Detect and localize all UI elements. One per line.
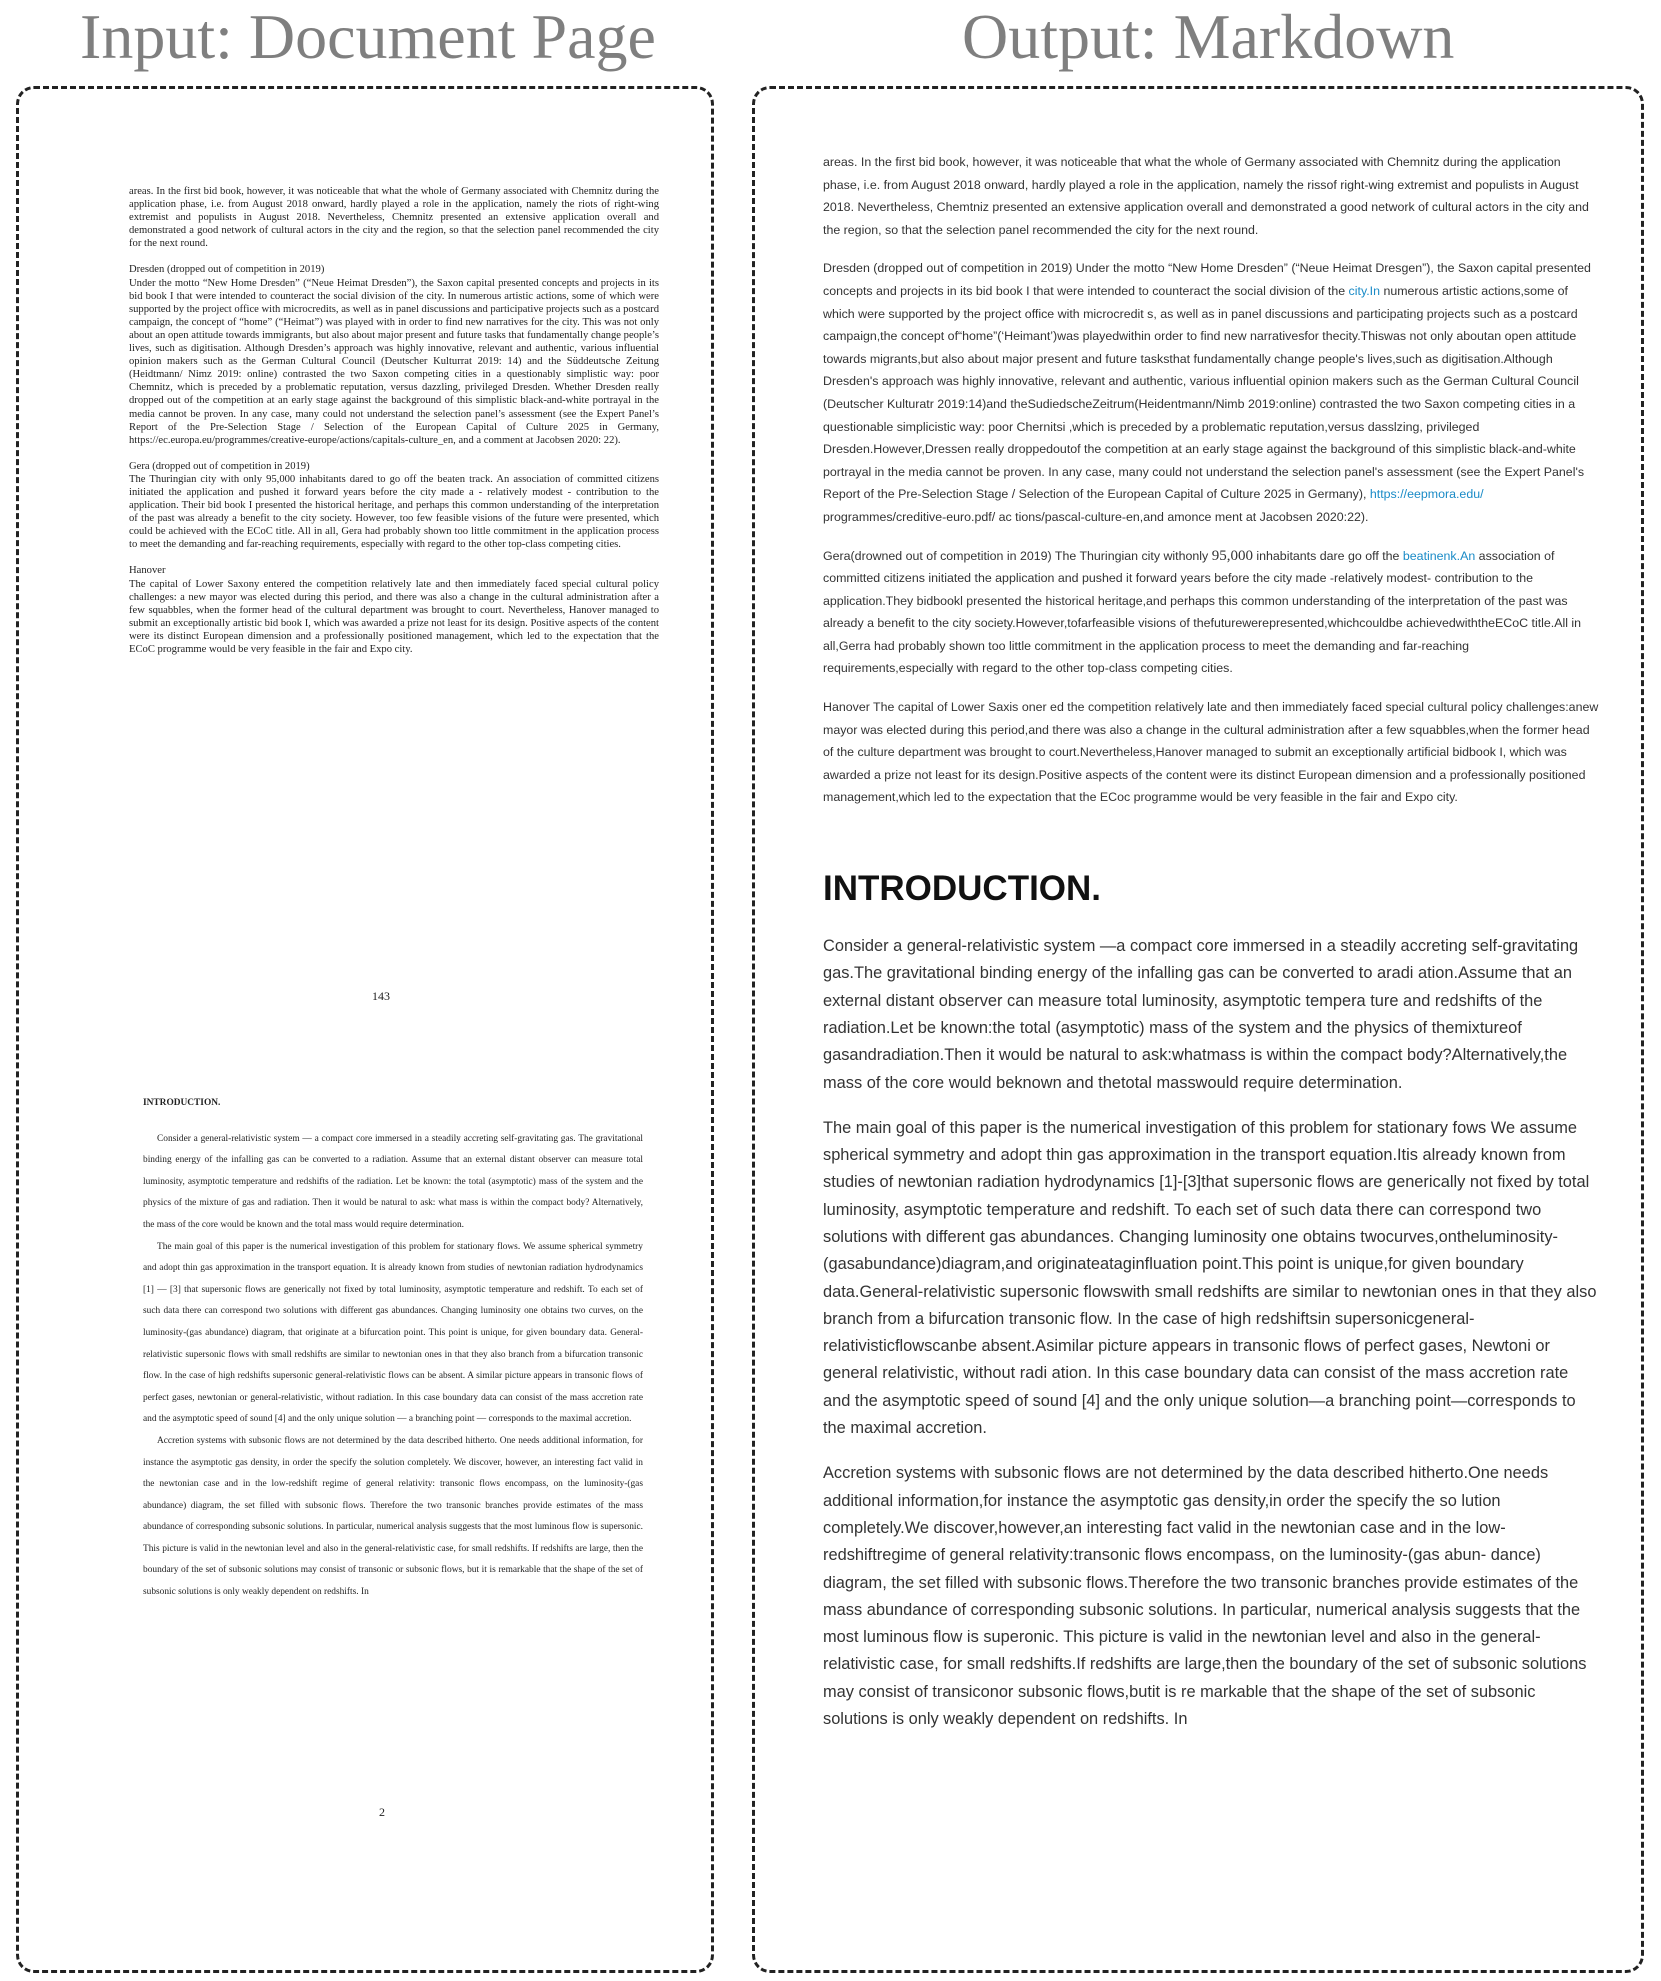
md-intro-paragraph-1: Consider a general-relativistic system —a compact core immersed in a steadily accreting self-gravitating gas.The gravitational binding energy of the infalling gas can be converted to aradi ation.Assume that an external distant observer can measure total luminosity, asymptotic tempera ture and redshifts of the radiation.Let be known:the total (asymptotic) mass of the system and the physics of themixtureof gasandradiation.Then it would be natural to ask:whatmass is within the compact body?Alternatively,the mass of the core would beknown and thetotal masswould require determination.	[823, 937, 1579, 1092]
md-paragraph-hanover: Hanover The capital of Lower Saxis oner ed the competition relatively late and then immediately faced special cultural policy challenges:anew mayor was elected during this period,and there was also a change in the cultural administration after a few squabbles,when the former head of the culture department was brought to court.Nevertheless,Hanover managed to submit an exceptionally artificial bidbook I, which was awarded a prize not least for its design.Positive aspects of the content were its distinct European dimension and a professionally positioned management,which led to the expectation that the ECoc programme would be very feasible in the fair and Expo city.	[823, 700, 1599, 805]
introduction-title: INTRODUCTION.	[143, 1098, 221, 1108]
md-text: numerous artistic actions,some of which were supported by the project office with microcredit s, as well as in panel discussions and participating projects such as a postcard campaign,the concept of“home”(‘Heimant’)was playedwithin order to find new narrativesfor thecity.Thiswas not only aboutan open attitude towards migrants,but also about major present and future tasksthat fundamentally change people's lives,such as digitisation.Although Dresden's approach was highly innovative, relevant and authentic, various influential opinion makers such as the German Cultural Council (Deutscher Kulturatr 2019:14)and theSudiedscheZeitrum(Heidentmann/Nimb 2019:online) contrasted the two Saxon competing cities in a questionable simplicistic way: poor Chernitsi ,which is preceded by a problematic reputation,versus dasslzing, privileged Dresden.However,Dressen really droppedoutof the competition at an early stage against the background of this simplistic black-and-white portrayal in the media cannot be proven. In any case, many could not understand the selection panel's assessment (see the Expert Panel's Report of the Pre-Selection Stage / Selection of the European Capital of Culture 2025 in Germany),	[823, 283, 1585, 502]
markdown-page-1	[823, 151, 1599, 809]
md-link-beaten[interactable]: beatinenk.An	[1402, 548, 1476, 563]
intro-paragraph-1: Consider a general-relativistic system — a compact core immersed in a steadily accreting self-gravitating gas. The gravitational binding energy of the infalling gas can be converted to a radiation. Assume that an external distant observer can measure total luminosity, asymptotic temperature and redshifts of the radiation. Let be known: the total (asymptotic) mass of the system and the physics of the mixture of gas and radiation. Then it would be natural to ask: what mass is within the compact body? Alternatively, the mass of the core would be known and the total mass would require determination.	[143, 1133, 643, 1230]
section-body-hanover: The capital of Lower Saxony entered the competition relatively late and then immediately faced special cultural policy challenges: a new mayor was elected during this period, and there was also a change in the cultural administration after a few squabbles, when the former head of the cultural department was brought to court. Nevertheless, Hanover managed to submit an exceptionally artistic bid book I, which was awarded a prize not least for its design. Positive aspects of the content were its distinct European dimension and a professionally positioned management, which led to the expectation that the ECoC programme would be very feasible in the fair and Expo city.	[129, 578, 659, 655]
section-title-hanover: Hanover	[129, 565, 166, 577]
markdown-page-2	[823, 933, 1599, 1733]
section-dresden	[129, 263, 659, 446]
section-body-dresden: Under the motto “New Home Dresden” (“Neue Heimat Dresden”), the Saxon capital presented concepts and projects in its bid book I that were intended to counteract the social division of the city. In numerous artistic actions, some of which were supported by the project office with microcredits, as well as in panel discussions and participative projects such as a postcard campaign, the concept of “home” (“Heimat”) was played with in order to find new narratives for the city. This was not only about an open attitude towards immigrants, but also about major present and future tasks that fundamentally change people’s lives, such as digitisation. Although Dresden’s approach was highly innovative, relevant and authentic, various influential opinion makers such as the German Cultural Council (Deutscher Kulturrat 2019: 14) and the Süddeutsche Zeitung (Heidtmann/ Nimz 2019: online) contrasted the two Saxon competing cities in a questionably simplistic way: poor Chemnitz, which is preceded by a problematic reputation, versus dazzling, privileged Dresden. Whether Dresden really dropped out of the competition at an early stage against the background of this simplistic black-and-white portrayal in the media cannot be proven. In any case, many could not understand the selection panel’s assessment (see the Expert Panel’s Report of the Pre-Selection Stage / Selection of the European Capital of Culture 2025 in Germany, https://ec.europa.eu/programmes/creative-europe/actions/capitals-culture_en, and a comment at Jacobsen 2020: 22).	[129, 277, 659, 446]
md-intro-paragraph-2: The main goal of this paper is the numerical investigation of this problem for stationary fows We assume spherical symmetry and adopt thin gas approximation in the transport equation.Itis already known from studies of newtonian radiation hydrodynamics [1]-[3]that supersonic flows are generically not fixed by total luminosity, asymptotic temperature and redshift. To each set of such data there can correspond two solutions with different gas abundances. Changing luminosity one obtains twocurves,ontheluminosity-(gasabundance)diagram,and originateataginfluation point.This point is unique,for given boundary data.General-relativistic supersonic flowswith small redshifts are similar to newtonian ones in that they also branch from a bifurcation transonic flow. In the case of high redshiftsin supersonicgeneral-relativisticflowscanbe absent.Asimilar picture appears in transonic flows of perfect gases, Newtoni or general relativistic, without radi ation. In this case boundary data can consist of the mass accretion rate and the asymptotic speed of sound [4] and the only unique solution—a branching point—corresponds to the maximal accretion.	[823, 1118, 1597, 1438]
md-link-url[interactable]: https://eepmora.edu/	[1369, 487, 1484, 502]
markdown-render	[823, 151, 1599, 1751]
input-document-panel	[16, 86, 714, 1973]
md-text: Gera(drowned out of competition in 2019) The Thuringian city withonly	[823, 548, 1212, 563]
section-title-gera: Gera (dropped out of competition in 2019)	[129, 460, 310, 472]
section-hanover	[129, 564, 659, 656]
document-page-143	[129, 185, 659, 669]
paragraph-chemnitz: areas. In the first bid book, however, it was noticeable that what the whole of Germany associated with Chemnitz during the application phase, i.e. from August 2018 onward, hardly played a role in the application, namely the riots of right-wing extremist and populists in August 2018. Nevertheless, Chemnitz presented an extensive application overall and demonstrated a good network of cultural actors in the city and the region, so that the selection panel recommended the city for the next round.	[129, 186, 659, 250]
section-body-gera: The Thuringian city with only 95,000 inhabitants dared to go off the beaten track. An association of committed citizens initiated the application and pushed it forward years before the city made a - relatively modest - contribution to the application. Their bid book I presented the historical heritage, and perhaps this common understanding of the interpretation of the past was already a benefit to the city society. However, too few feasible visions of the future were presented, which could be achieved with the ECoC title. All in all, Gera had probably shown too little commitment in the application process to meet the demanding and far-reaching requirements, especially with regard to the other top-class competing cities.	[129, 473, 659, 551]
output-heading: Output: Markdown	[962, 1, 1455, 72]
markdown-output-panel	[752, 86, 1644, 1973]
md-intro-paragraph-3: Accretion systems with subsonic flows are not determined by the data described hitherto.One needs additional information,for instance the asymptotic gas density,in order the specify the so lution completely.We discover,however,an interesting fact valid in the newtonian case and in the low-redshiftregime of general relativity:transonic flows encompass, on the luminosity-(gas abun- dance) diagram, the set filled with subsonic flows.Therefore the two transonic branches provide estimates of the mass abundance of corresponding subsonic solutions. In particular, numerical analysis suggests that the most luminous flow is superonic. This picture is valid in the newtonian level and also in the general-relativistic case, for small redshifts.If redshifts are large,then the boundary of the set of subsonic solutions may consist of transiconor subsonic flows,butit is re markable that the shape of the set of subsonic solutions is only weakly dependent on redshifts. In	[823, 1464, 1587, 1729]
page-number: 143	[372, 989, 390, 1003]
md-number: 95,000	[1211, 547, 1253, 564]
md-text: programmes/creditive-euro.pdf/ ac tions/pascal-culture-en,and amonce ment at Jacobsen 2020:22).	[823, 509, 1369, 524]
page-number: 2	[379, 1805, 385, 1819]
md-text: inhabitants dare go off the	[1252, 548, 1403, 563]
document-page-2	[143, 1093, 643, 1604]
intro-paragraph-3: Accretion systems with subsonic flows are not determined by the data described hitherto. One needs additional information, for instance the asymptotic gas density, in order the specify the solution completely. We discover, however, an interesting fact valid in the newtonian case and in the low-redshift regime of general relativity: transonic flows encompass, on the luminosity-(gas abundance) diagram, the set filled with subsonic flows. Therefore the two transonic branches provide estimates of the mass abundance of corresponding subsonic solutions. In particular, numerical analysis suggests that the most luminous flow is supersonic. This picture is valid in the newtonian level and also in the general-relativistic case, for small redshifts. If redshifts are large, then the boundary of the set of subsonic solutions may consist of transonic or subsonic flows, but it is remarkable that the shape of the set of subsonic solutions is only weakly dependent on redshifts. In	[143, 1435, 643, 1598]
md-text: Dresden (dropped out of competition in 2019) Under the motto “New Home Dresden” (“Neue Heimat Dresgen”), the Saxon capital presented concepts and projects in its bid book I that were intended to counteract the social division of the	[823, 261, 1591, 298]
intro-paragraph-2: The main goal of this paper is the numerical investigation of this problem for stationary flows. We assume spherical symmetry and adopt thin gas approximation in the transport equation. It is already known from studies of newtonian radiation hydrodynamics [1] — [3] that supersonic flows are generically not fixed by total luminosity, asymptotic temperature and redshift. To each set of such data there can correspond two solutions with different gas abundances. Changing luminosity one obtains two curves, on the luminosity-(gas abundance) diagram, that originate at a bifurcation point. This point is unique, for given boundary data. General-relativistic supersonic flows with small redshifts are similar to newtonian ones in that they also branch from a bifurcation transonic flow. In the case of high redshifts supersonic general-relativistic flows can be absent. A similar picture appears in transonic flows of perfect gases, newtonian or general-relativistic, without radiation. In this case boundary data can consist of the mass accretion rate and the asymptotic speed of sound [4] and the only unique solution — a branching point — corresponds to the maximal accretion.	[143, 1241, 643, 1425]
md-introduction-heading: INTRODUCTION.	[823, 869, 1102, 909]
input-heading: Input: Document Page	[80, 1, 656, 72]
section-gera	[129, 460, 659, 552]
md-text: association of committed citizens initiated the application and pushed it forward years before the city made -relatively modest- contribution to the application.They bidbookl presented the historical heritage,and perhaps this common understanding of the interpretation of the past was already a benefit to the city society.However,tofarfeasible visions of thefuturewerepresented,whichcouldbe achievedwiththeECoC title.All in all,Gerra had probably shown too little commitment in the application process to meet the demanding and far-reaching requirements,especially with regard to the other top-class competing cities.	[823, 548, 1582, 676]
section-title-dresden: Dresden (dropped out of competition in 2019)	[129, 264, 325, 276]
md-paragraph-chemnitz: areas. In the first bid book, however, it was noticeable that what the whole of Germany associated with Chemnitz during the application phase, i.e. from August 2018 onward, hardly played a role in the application, namely the rissof right-wing extremist and populists in August 2018. Nevertheless, Chemtniz presented an extensive application overall and demonstrated a good network of cultural actors in the city and the region, so that the selection panel recommended the city for the next round.	[823, 155, 1589, 237]
md-paragraph-gera	[823, 545, 1599, 681]
md-paragraph-dresden	[823, 257, 1599, 528]
md-link-city[interactable]: city.In	[1348, 283, 1380, 298]
